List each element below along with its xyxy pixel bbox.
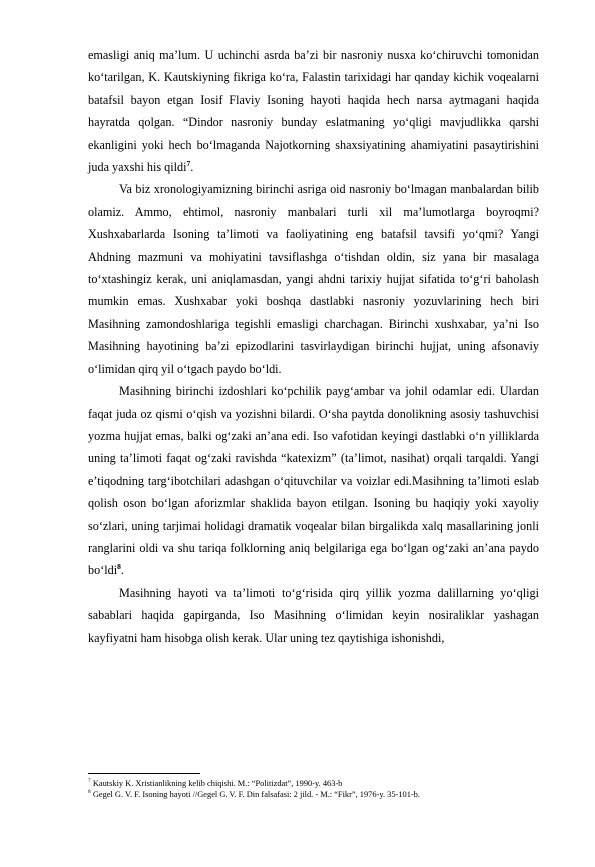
paragraph-text: emasligi aniq ma’lum. U uchinchi asrda ba’zi bir nasroniy nusxa ko‘chiruvchi tomonidan ko‘tarilgan, K. Kautskiyning fikriga ko‘ra, Falastin tarixidagi har qanday kichik voqealarni batafsil bayon etgan Iosif Flaviy Isoning hayoti haqida hech narsa aytmagani haqida hayratda qolgan. “Dindor nasroniy bunday eslatmaning yo‘qligi mavjudlikka qarshi ekanligini yoki hech bo‘lmaganda Najotkorning shaxsiyatining ahamiyatini pasaytirishini juda yaxshi his qildi xyxy=(88,48,539,175)
paragraph-tail: . xyxy=(190,160,194,175)
footnote-number: 7 xyxy=(88,778,91,785)
footnote-ref-7[interactable]: 7 xyxy=(186,158,191,168)
paragraph-text: Va biz xronologiyamizning birinchi asriga oid nasroniy bo‘lmagan manbalardan bilib olamiz. Ammo, ehtimol, nasroniy manbalari turli xil ma’lumotlarga boyroqmi? Xushxabarlarda Isoning ta’limoti va faoliyatining eng batafsil tavsifi yo‘qmi? Yangi Ahdning mazmuni va mohiyatini tavsiflashga o‘tishdan oldin, siz yana bir masalaga to‘xtashingiz kerak, uni aniqlamasdan, yangi ahdni tarixiy hujjat sifatida to‘g‘ri baholash mumkin emas. Xushxabar yoki boshqa dastlabki nasroniy yozuvlarining hech biri Masihning zamondoshlariga tegishli emasligi charchagan. Birinchi xushxabar, ya’ni Iso Masihning hayotining ba’zi epizodlarini tasvirlaydigan birinchi hujjat, uning afsonaviy o‘limidan qirq yil o‘tgach paydo bo‘ldi. xyxy=(88,182,539,376)
paragraph-4 xyxy=(88,582,539,649)
footnote-8 xyxy=(88,789,539,800)
paragraph-3 xyxy=(88,380,539,582)
paragraph-text: Masihning birinchi izdoshlari ko‘pchilik payg‘ambar va johil odamlar edi. Ulardan faqat juda oz qismi o‘qish va yozishni bilardi. O‘sha paytda donolikning asosiy tashuvchisi yozma hujjat emas, balki og‘zaki an’ana edi. Iso vafotidan keyingi dastlabki o‘n yilliklarda uning ta’limoti faqat og‘zaki ravishda “katexizm” (ta’limot, nasihat) orqali tarqaldi. Yangi e’tiqodning targ‘ibotchilari adashgan o‘qituvchilar va voizlar edi.Masihning ta’limoti eslab qolish oson bo‘lgan aforizmlar shaklida bayon etilgan. Isoning bu haqiqiy yoki xayoliy so‘zlari, uning tarjimai holidagi dramatik voqealar bilan birgalikda xalq masallarining jonli ranglarini oldi va shu tariqa folklorning aniq belgilariga ega bo‘lgan og‘zaki an’ana paydo bo‘ldi xyxy=(88,384,539,578)
footnote-number: 8 xyxy=(88,789,91,796)
footnotes xyxy=(88,778,539,800)
footnote-7 xyxy=(88,778,539,789)
footnote-divider xyxy=(88,773,200,774)
paragraph-tail: . xyxy=(120,563,124,578)
footnote-ref-8[interactable]: 8 xyxy=(117,562,121,572)
footnote-text: Kautskiy K. Xristianlikning kelib chiqishi. M.: “Politizdat”, 1990-y. 463-b xyxy=(90,779,343,788)
main-text xyxy=(88,44,539,649)
paragraph-2 xyxy=(88,178,539,380)
footnote-text: Gegel G. V. F. Isoning hayoti //Gegel G. V. F. Din falsafasi: 2 jild. - M.: “Fikr”, 1976-y. 35-101-b. xyxy=(90,790,420,800)
paragraph-text: Masihning hayoti va ta’limoti to‘g‘risida qirq yillik yozma dalillarning yo‘qligi sabablari haqida gapirganda, Iso Masihning o‘limidan keyin nosiraliklar yashagan kayfiyatni ham hisobga olish kerak. Ular uning tez qaytishiga ishonishdi, xyxy=(88,585,539,645)
paragraph-1 xyxy=(88,44,539,178)
